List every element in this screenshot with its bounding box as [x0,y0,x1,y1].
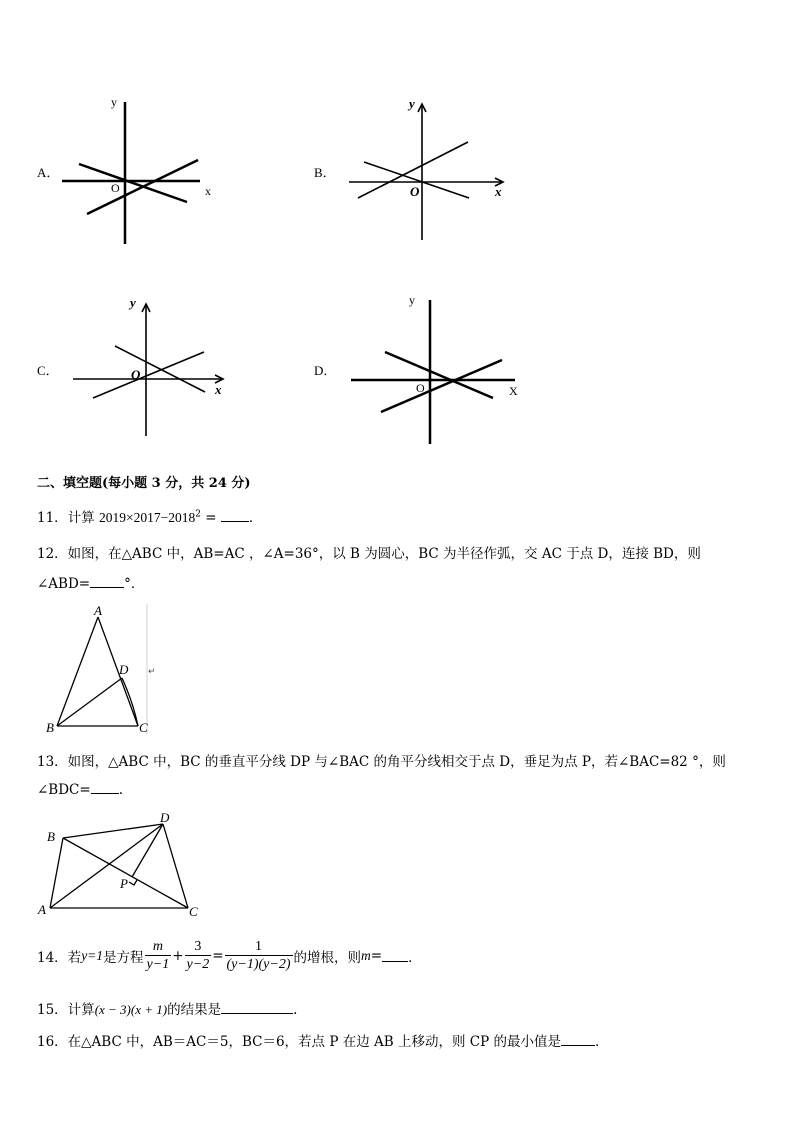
segment-ab [50,838,63,908]
side-ac [98,617,138,726]
origin-label: O [131,367,141,382]
x-axis-label: X [509,384,518,398]
question-12-line2: ∠ABD= °． [37,576,145,592]
answer-blank[interactable] [221,509,249,522]
answer-blank[interactable] [561,1033,595,1046]
line-increasing [381,360,502,412]
question-12-line1: 12．如图，在△ABC 中，AB=AC ，∠A=36°，以 B 为圆心，BC 为半径作弧，交 AC 于点 D，连接 BD，则 [37,546,701,562]
line-decreasing [79,164,187,202]
origin-label: O [111,181,120,195]
vertex-c-label: C [139,720,148,735]
y-axis-label: y [111,95,117,109]
line-decreasing [115,346,205,392]
right-angle-mark [129,880,137,885]
line-increasing [93,352,204,398]
option-a-label: A． [37,165,60,180]
question-13-line1: 13．如图，△ABC 中，BC 的垂直平分线 DP 与∠BAC 的角平分线相交于点 D，垂足为点 P，若∠BAC=82 °，则 [37,754,726,770]
graph-d [345,288,525,448]
question-13-line2: ∠BDC= . [37,782,123,798]
return-mark: ↵ [148,666,156,676]
section-heading: 二、填空题(每小题 3 分，共 24 分) [37,476,251,491]
line-decreasing [385,352,493,398]
y-axis-label: y [130,295,136,310]
fraction-1: $\frac{m}{y-1}$ [146,939,170,972]
question-16: 16．在△ABC 中，AB＝AC＝5，BC＝6，若点 P 在边 AB 上移动，则 CP 的最小值是 ． [37,1034,609,1050]
answer-blank[interactable] [221,1001,293,1014]
y-axis-label: y [409,96,415,111]
question-11: 11．计算 $2019\times 2017-2018^2$ = ． [37,509,263,526]
y-axis-label: y [409,293,415,307]
origin-label: O [410,184,420,199]
vertex-c-label: C [189,904,198,918]
fraction-3: $\frac{1}{(y-1)(y-2)}$ [226,939,291,972]
figure-q12-triangle [40,602,160,737]
graph-b [340,92,515,247]
x-axis-label: x [495,184,502,199]
segment-bc [63,838,188,908]
segment-ad [50,824,163,908]
segment-dp [132,824,163,877]
answer-blank[interactable] [90,575,124,588]
origin-label: O [416,381,425,395]
option-c-label: C． [37,363,59,378]
question-14: 14．若 y=1 是方程 $\frac{m}{y-1}$ + $\frac{3}{y-2}$ = $\frac{1}{(y-1)(y-2)}$ 的增根，则 m = ． [37,939,422,972]
point-p-label: P [120,876,128,891]
vertex-b-label: B [47,829,55,844]
line-increasing [87,160,198,214]
side-ab [57,617,98,726]
point-d-label: D [119,662,129,677]
answer-blank[interactable] [91,781,119,794]
question-15: 15．计算(x − 3)(x + 1)的结果是 . [37,1002,298,1018]
fraction-2: $\frac{3}{y-2}$ [186,939,210,972]
option-d-label: D． [314,363,337,378]
vertex-a-label: A [38,902,46,917]
vertex-a-label: A [94,603,102,618]
x-axis-label: x [205,184,211,198]
x-axis-label: x [215,382,222,397]
graph-a [55,92,225,252]
answer-blank[interactable] [382,949,408,962]
point-d-label: D [160,810,170,825]
segment-bd [57,678,122,726]
graph-c [65,290,235,445]
vertex-b-label: B [46,720,54,735]
figure-q13-quadrilateral [33,808,208,918]
option-b-label: B． [314,165,336,180]
